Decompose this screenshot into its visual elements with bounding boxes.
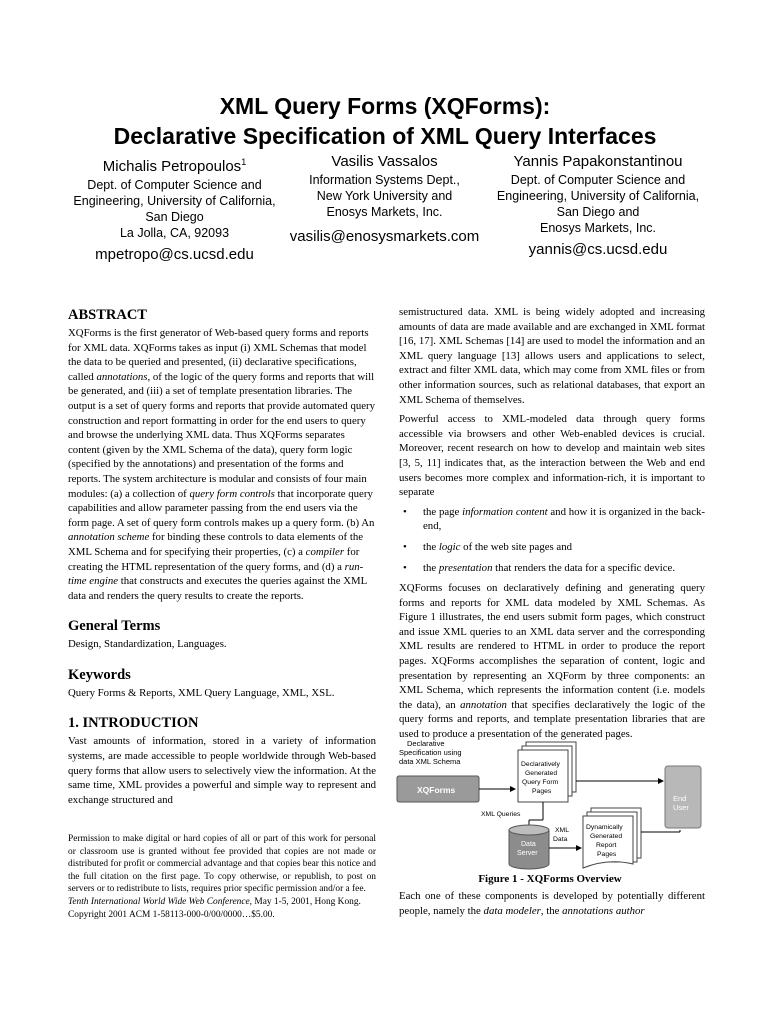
author-affiliation-line: Engineering, University of California, (496, 189, 700, 203)
figure-label-declarative: Declarative (407, 739, 445, 748)
xqforms-overview-figure (395, 736, 705, 874)
query-pages-label: Generated (525, 770, 558, 777)
introduction-heading: 1. INTRODUCTION (68, 715, 199, 732)
arrow-head (658, 778, 664, 784)
keywords-text: Query Forms & Reports, XML Query Language, XML, XSL. (68, 686, 335, 699)
paragraph: XQForms focuses on declaratively defining and generating query forms and reports for XML data modeled by XML Schemas. As Figure 1 illustrates, the end users submit form pages, which construct and issue XML queries to an XML data server and the corresponding XML results are rendered to HTML in order to produce the report pages. XQForms accomplishes the separation of content, logic and presentation by representing an XQForm by three components: an XML Schema, which represents the information content (i.e. models the data), an annotation that specifies declaratively the logic of the query forms and reports, and template presentation libraries that are used to produce a presentation of the generated pages. (399, 582, 705, 741)
general-terms-heading: General Terms (68, 618, 161, 635)
arrow-head (510, 786, 516, 792)
data-server-label: Data (521, 841, 536, 848)
author-affiliation-line: Engineering, University of California, (73, 194, 276, 208)
author-affiliation-line: Dept. of Computer Science and (510, 173, 686, 187)
author-footnote-mark: 1 (241, 157, 247, 167)
xml-queries-label: XML Queries (481, 811, 521, 818)
figure-caption: Figure 1 - XQForms Overview (478, 873, 622, 885)
abstract-heading: ABSTRACT (68, 307, 147, 323)
keywords-heading: Keywords (68, 666, 131, 683)
paragraph: Powerful access to XML-modeled data through query forms accessible via browsers and other Web-enabled devices is crucial. Moreover, recent research on how to develop and maintain web sites [3, 5, 11] indicates that, as the interaction between the Web and end users becomes more complex and information-rich, it is important to separate (399, 413, 705, 499)
left-column (68, 306, 376, 812)
author-affiliation-line: New York University and (316, 189, 453, 203)
query-pages-label: Pages (532, 788, 552, 795)
xml-data-label: Data (553, 836, 568, 843)
paragraph: Each one of these components is developed by potentially different people, namely the data modeler, the annotations author (399, 890, 705, 917)
permission-notice (68, 833, 376, 921)
author-email: vasilis@enosysmarkets.com (289, 228, 480, 245)
report-pages-label: Dynamically (586, 824, 623, 831)
author-name: Yannis Papakonstantinou (513, 153, 683, 170)
query-pages-label: Query Form (522, 779, 559, 786)
author-block-3 (488, 152, 708, 260)
introduction-text: Vast amounts of information, stored in a variety of information systems, are made accessible to people worldwide through Web-based query forms that allow users to selectively view the information. At the same time, XML provides a powerful and simple way to represent and exchange structured and (68, 735, 376, 806)
conference-info: Tenth International World Wide Web Conference, May 1-5, 2001, Hong Kong. (68, 896, 361, 907)
author-email: mpetropo@cs.ucsd.edu (95, 246, 254, 263)
report-pages-label: Pages (597, 851, 617, 858)
figure-label-declarative: Specification using (399, 748, 462, 757)
abstract-text: XQForms is the first generator of Web-based query forms and reports for XML data. XQForms takes as input (i) XML Schemas that model the data to be queried and presented, (ii) declarative specifications, called annotations, of the logic of the query forms and reports that will be generated, and (iii) a set of template presentation libraries. The output is a set of query forms and reports that provide automated query construction and report formatting in order for the end users to query and browse the underlying XML data. Thus XQForms separates content (given by the XML Schema of the data), query form logic (specified by the annotations) and presentation of the forms and reports. The system architecture is modular and consists of four main modules: (a) a collection of query form controls that incorporate query capabilities and allow parameter passing from the end users via the form page. A set of query form controls makes up a query form. (b) An annotation scheme for binding these controls to data elements of the XML Schema and for specifying their properties, (c) a compiler for creating the HTML representation of the query forms, and (d) a run-time engine that constructs and executes the queries against the XML data and renders the query results to create the reports. (68, 327, 376, 602)
author-name: Vasilis Vassalos (331, 153, 438, 170)
author-affiliation-line: Information Systems Dept., (309, 173, 460, 187)
figure-label-declarative: data XML Schema (399, 757, 461, 766)
author-block-2 (282, 152, 487, 247)
author-affiliation-line: Enosys Markets, Inc. (539, 221, 656, 235)
bullet-item: • the presentation that renders the data for a specific device. (403, 561, 676, 574)
paper-title-line1: XML Query Forms (XQForms): (219, 93, 551, 119)
permission-text: Permission to make digital or hard copies of all or part of this work for personal or classroom use is granted without fee provided that copies are not made or distributed for profit or commercial advantage and that copies bear this notice and the full citation on the first page. To copy otherwise, or republish, to post on servers or to redistribute to lists, requires prior specific permission and/or a fee. (68, 834, 376, 895)
right-column (399, 305, 705, 747)
query-pages-label: Declaratively (521, 761, 560, 768)
author-affiliation-line: San Diego and (556, 205, 640, 219)
xml-data-label: XML (555, 827, 569, 834)
bullet-item: • the logic of the web site pages and (403, 540, 573, 553)
right-column-continued (399, 889, 705, 923)
author-email: yannis@cs.ucsd.edu (528, 241, 668, 258)
author-block-1 (62, 152, 287, 265)
author-affiliation-line: Enosys Markets, Inc. (326, 205, 443, 219)
paper-title-line2: Declarative Specification of XML Query Interfaces (113, 123, 657, 149)
end-user-label: User (673, 803, 689, 812)
paragraph: semistructured data. XML is being widely adopted and increasing amounts of data are made available and are exchanged in XML format [16, 17]. XML Schemas [14] are used to model the information and an XML query language [13] allows users and applications to select, extract and filter XML data, which may come from XML files or from other information sources, such as relational databases, that export an XML Schema of themselves. (399, 306, 705, 406)
bullet-item: • the page information content and how it is organized in the back-end, (403, 505, 705, 533)
end-user-label: End (673, 794, 687, 803)
copyright-line: Copyright 2001 ACM 1-58113-000-0/00/0000…$5.00. (68, 909, 275, 920)
xqforms-label: XQForms (417, 785, 456, 795)
author-affiliation-line: San Diego (145, 210, 204, 224)
author-affiliation-line: Dept. of Computer Science and (87, 178, 262, 192)
author-name: Michalis Petropoulos (102, 158, 242, 175)
data-server-top (509, 825, 549, 835)
author-affiliation-line: La Jolla, CA, 92093 (119, 226, 230, 240)
data-server-label: Server (517, 850, 538, 857)
arrow-head (576, 845, 582, 851)
report-pages-label: Report (596, 842, 617, 849)
general-terms-text: Design, Standardization, Languages. (68, 638, 227, 651)
report-pages-label: Generated (590, 833, 623, 840)
